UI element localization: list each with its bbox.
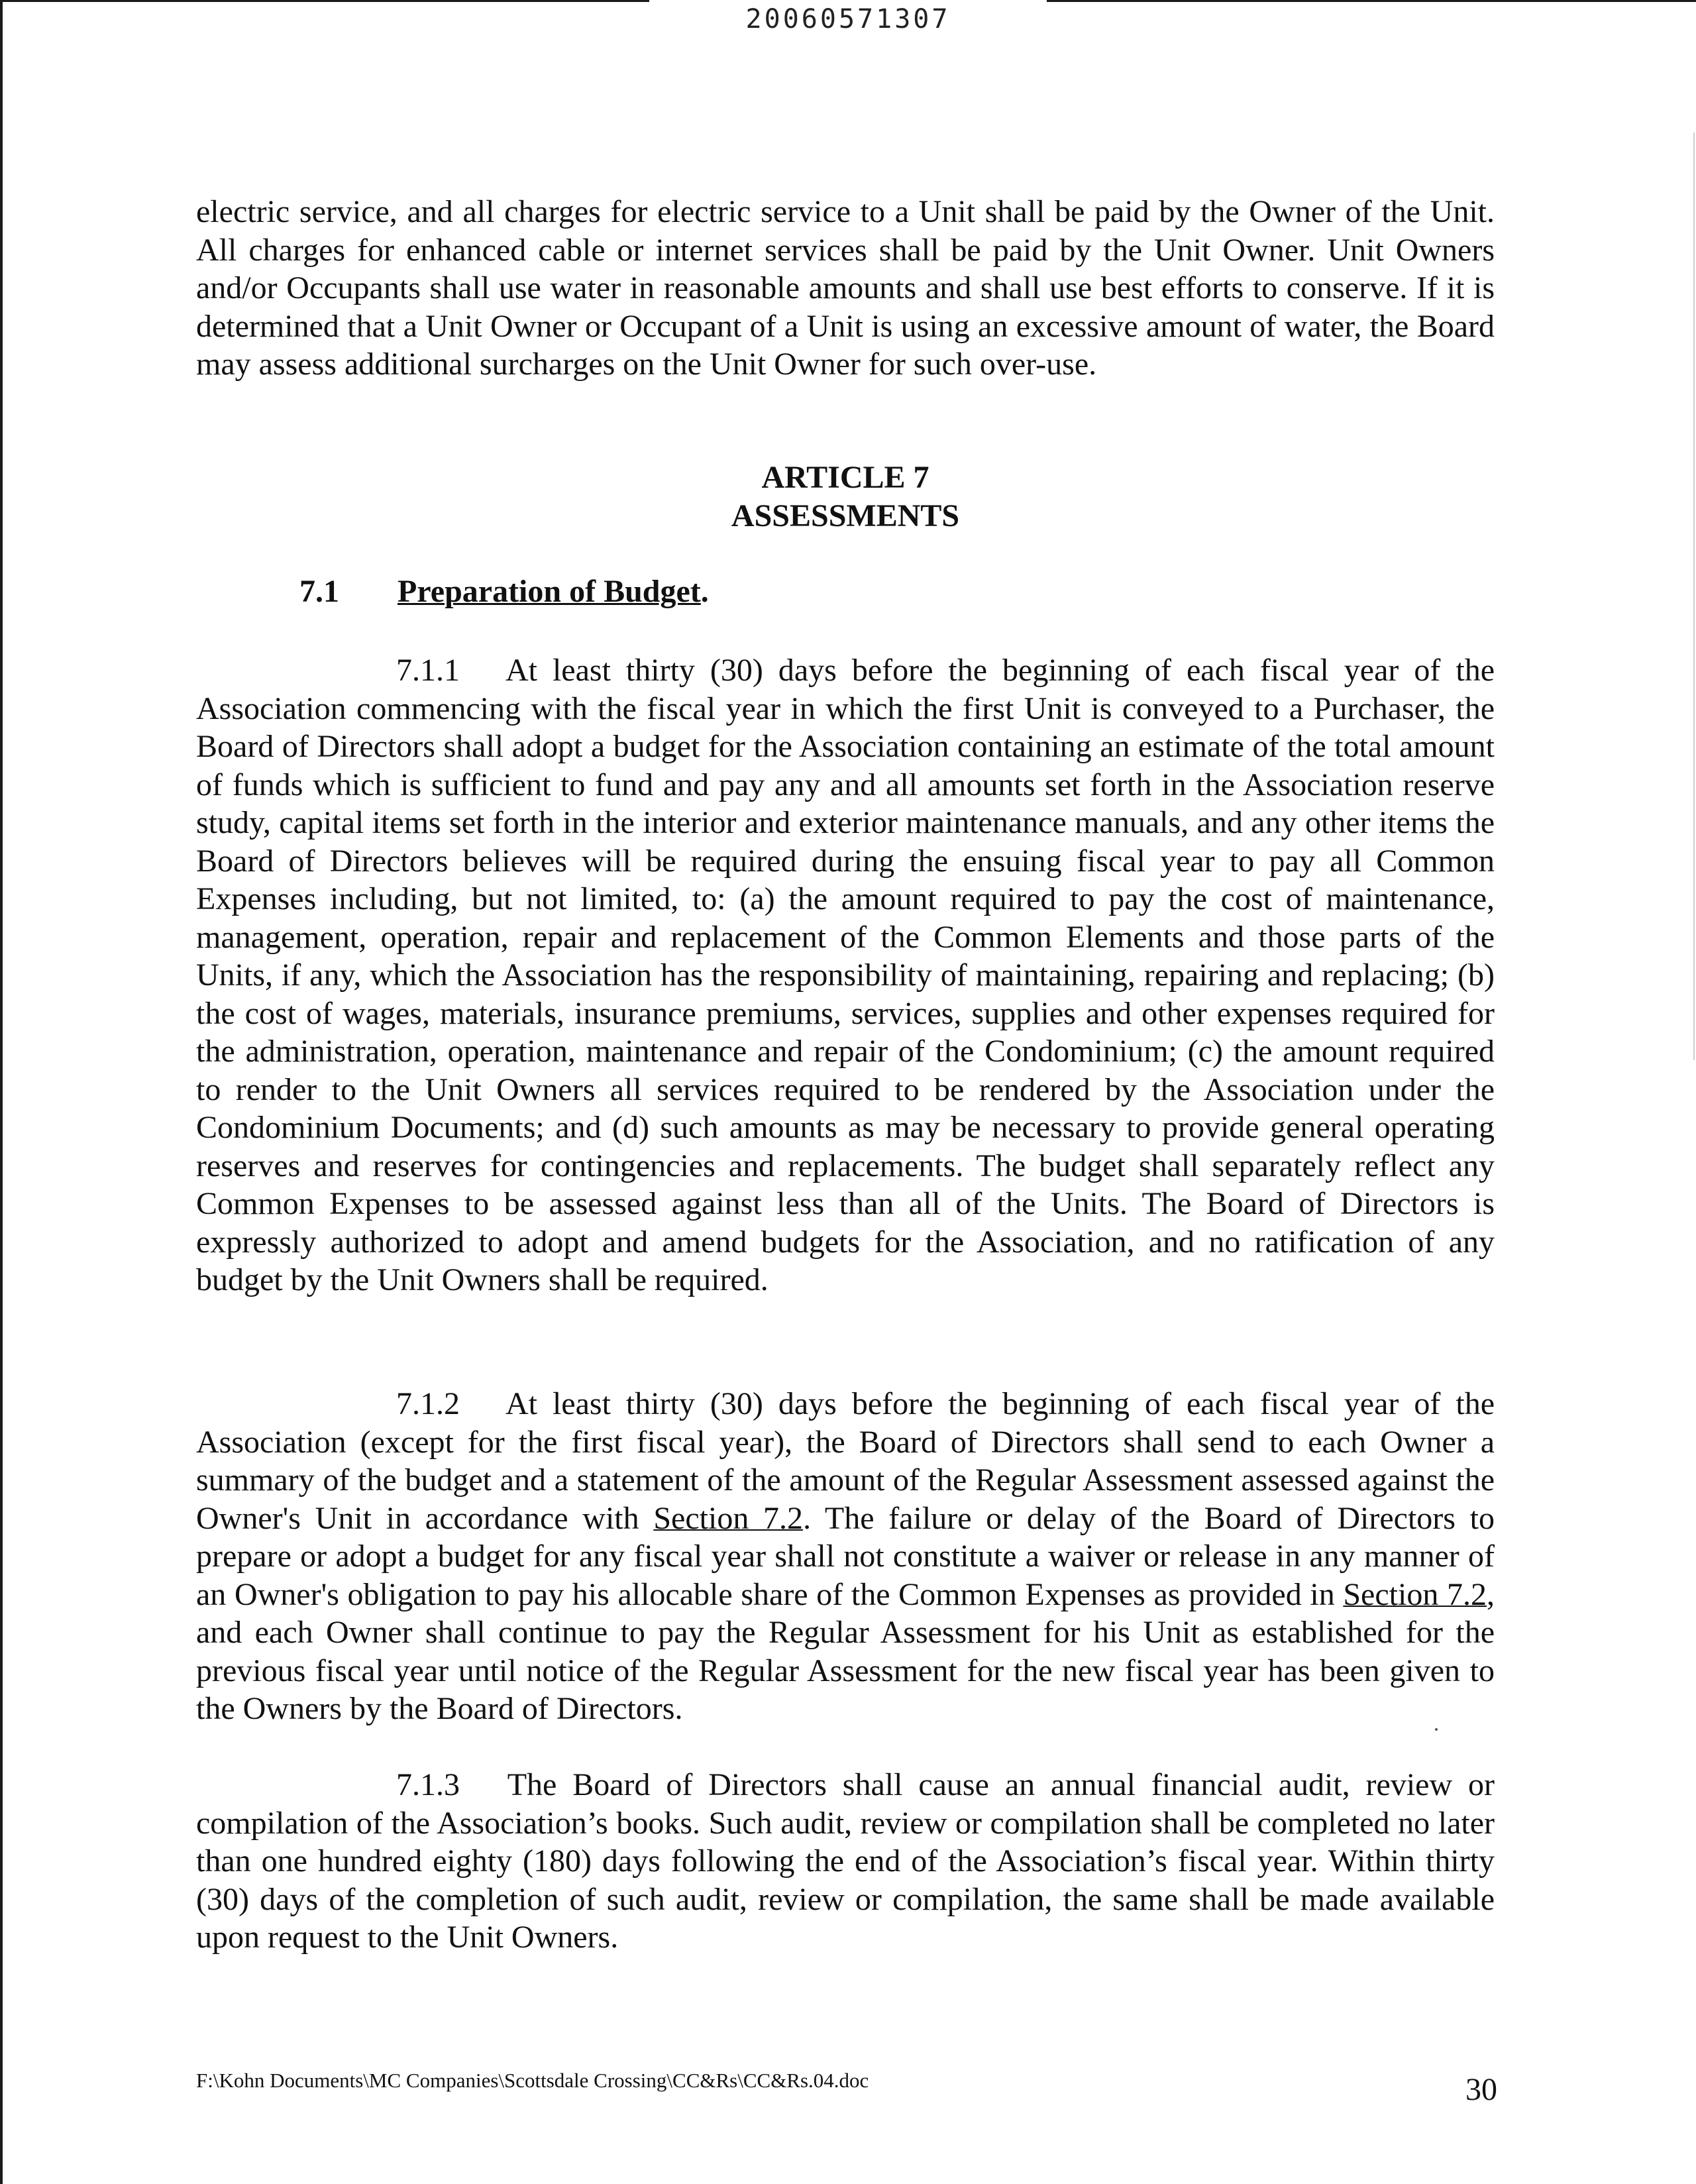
scan-edge-left bbox=[0, 0, 3, 2184]
paragraph-number: 7.1.1 bbox=[396, 653, 460, 688]
section-title: Preparation of Budget bbox=[398, 574, 701, 609]
article-title: ASSESSMENTS bbox=[731, 498, 960, 533]
page-number: 30 bbox=[1465, 2072, 1497, 2107]
scan-edge-top-left bbox=[0, 0, 649, 2]
section-number: 7.1 bbox=[299, 574, 339, 609]
article-heading bbox=[196, 459, 1495, 535]
section-heading bbox=[299, 573, 709, 611]
scan-edge-right bbox=[1693, 133, 1695, 1060]
section-reference: Section 7.2 bbox=[653, 1500, 804, 1536]
scan-edge-top-right bbox=[1047, 0, 1696, 2]
paragraph-text-part-a: At least thirty (30) days before the beginning of each fiscal year of the Association (except for the first fiscal year), the Board of Directors shall send to each Owner a summary of the budget and a statement of the amount of the Regular Assessment assessed against the Owner's Unit in accordance with bbox=[196, 1386, 1495, 1536]
intro-paragraph: electric service, and all charges for electric service to a Unit shall be paid by the Owner of the Unit. All charges for enhanced cable or internet services shall be paid by the Unit Owner. Unit Owners and/or Occupants shall use water in reasonable amounts and shall use best efforts to conserve. If it is determined that a Unit Owner or Occupant of a Unit is using an excessive amount of water, the Board may assess additional surcharges on the Unit Owner for such over-use. bbox=[196, 194, 1495, 382]
section-reference: Section 7.2 bbox=[1343, 1576, 1487, 1612]
scan-speck bbox=[1435, 1728, 1438, 1731]
paragraph-text-part-b: . The failure or delay of the Board of Directors to prepare or adopt a budget for any fiscal year shall not constitute a waiver or release in any manner of an Owner's obligation to pay his allocable share of the Common Expenses as provided in bbox=[196, 1500, 1495, 1612]
paragraph-text-part-c: , and each Owner shall continue to pay the Regular Assessment for his Unit as established for the previous fiscal year until notice of the Regular Assessment for the new fiscal year has been given to the Owners by the Board of Directors. bbox=[196, 1576, 1495, 1726]
article-number: ARTICLE 7 bbox=[761, 460, 929, 495]
paragraph-number: 7.1.3 bbox=[396, 1767, 460, 1802]
paragraph-7-1-3 bbox=[196, 1766, 1495, 1957]
paragraph-7-1-1 bbox=[196, 651, 1495, 1299]
paragraph-text: At least thirty (30) days before the beginning of each fiscal year of the Association commencing with the fiscal year in which the first Unit is conveyed to a Purchaser, the Board of Directors shall adopt a budget for the Association containing an estimate of the total amount of funds which is sufficient to fund and pay any and all amounts set forth in the Association reserve study, capital items set forth in the interior and exterior maintenance manuals, and any other items the Board of Directors believes will be required during the ensuing fiscal year to pay all Common Expenses including, but not limited, to: (a) the amount required to pay the cost of maintenance, management, operation, repair and replacement of the Common Elements and those parts of the Units, if any, which the Association has the responsibility of maintaining, repairing and replacing; (b) the cost of wages, materials, insurance premiums, services, supplies and other expenses required for the administration, operation, maintenance and repair of the Condominium; (c) the amount required to render to the Unit Owners all services required to be rendered by the Association under the Condominium Documents; and (d) such amounts as may be necessary to provide general operating reserves and reserves for contingencies and replacements. The budget shall separately reflect any Common Expenses to be assessed against less than all of the Units. The Board of Directors is expressly authorized to adopt and amend budgets for the Association, and no ratification of any budget by the Unit Owners shall be required. bbox=[196, 653, 1495, 1297]
section-title-period: . bbox=[700, 574, 709, 609]
footer-file-path: F:\Kohn Documents\MC Companies\Scottsdale Crossing\CC&Rs\CC&Rs.04.doc bbox=[196, 2069, 869, 2092]
paragraph-text: The Board of Directors shall cause an annual financial audit, review or compilation of the Association’s books. Such audit, review or compilation shall be completed no later than one hundred eighty (180) days following the end of the Association’s fiscal year. Within thirty (30) days of the completion of such audit, review or compilation, the same shall be made available upon request to the Unit Owners. bbox=[196, 1767, 1495, 1955]
paragraph-number: 7.1.2 bbox=[396, 1386, 460, 1421]
paragraph-7-1-2 bbox=[196, 1385, 1495, 1728]
recording-stamp-number: 20060571307 bbox=[745, 4, 951, 34]
